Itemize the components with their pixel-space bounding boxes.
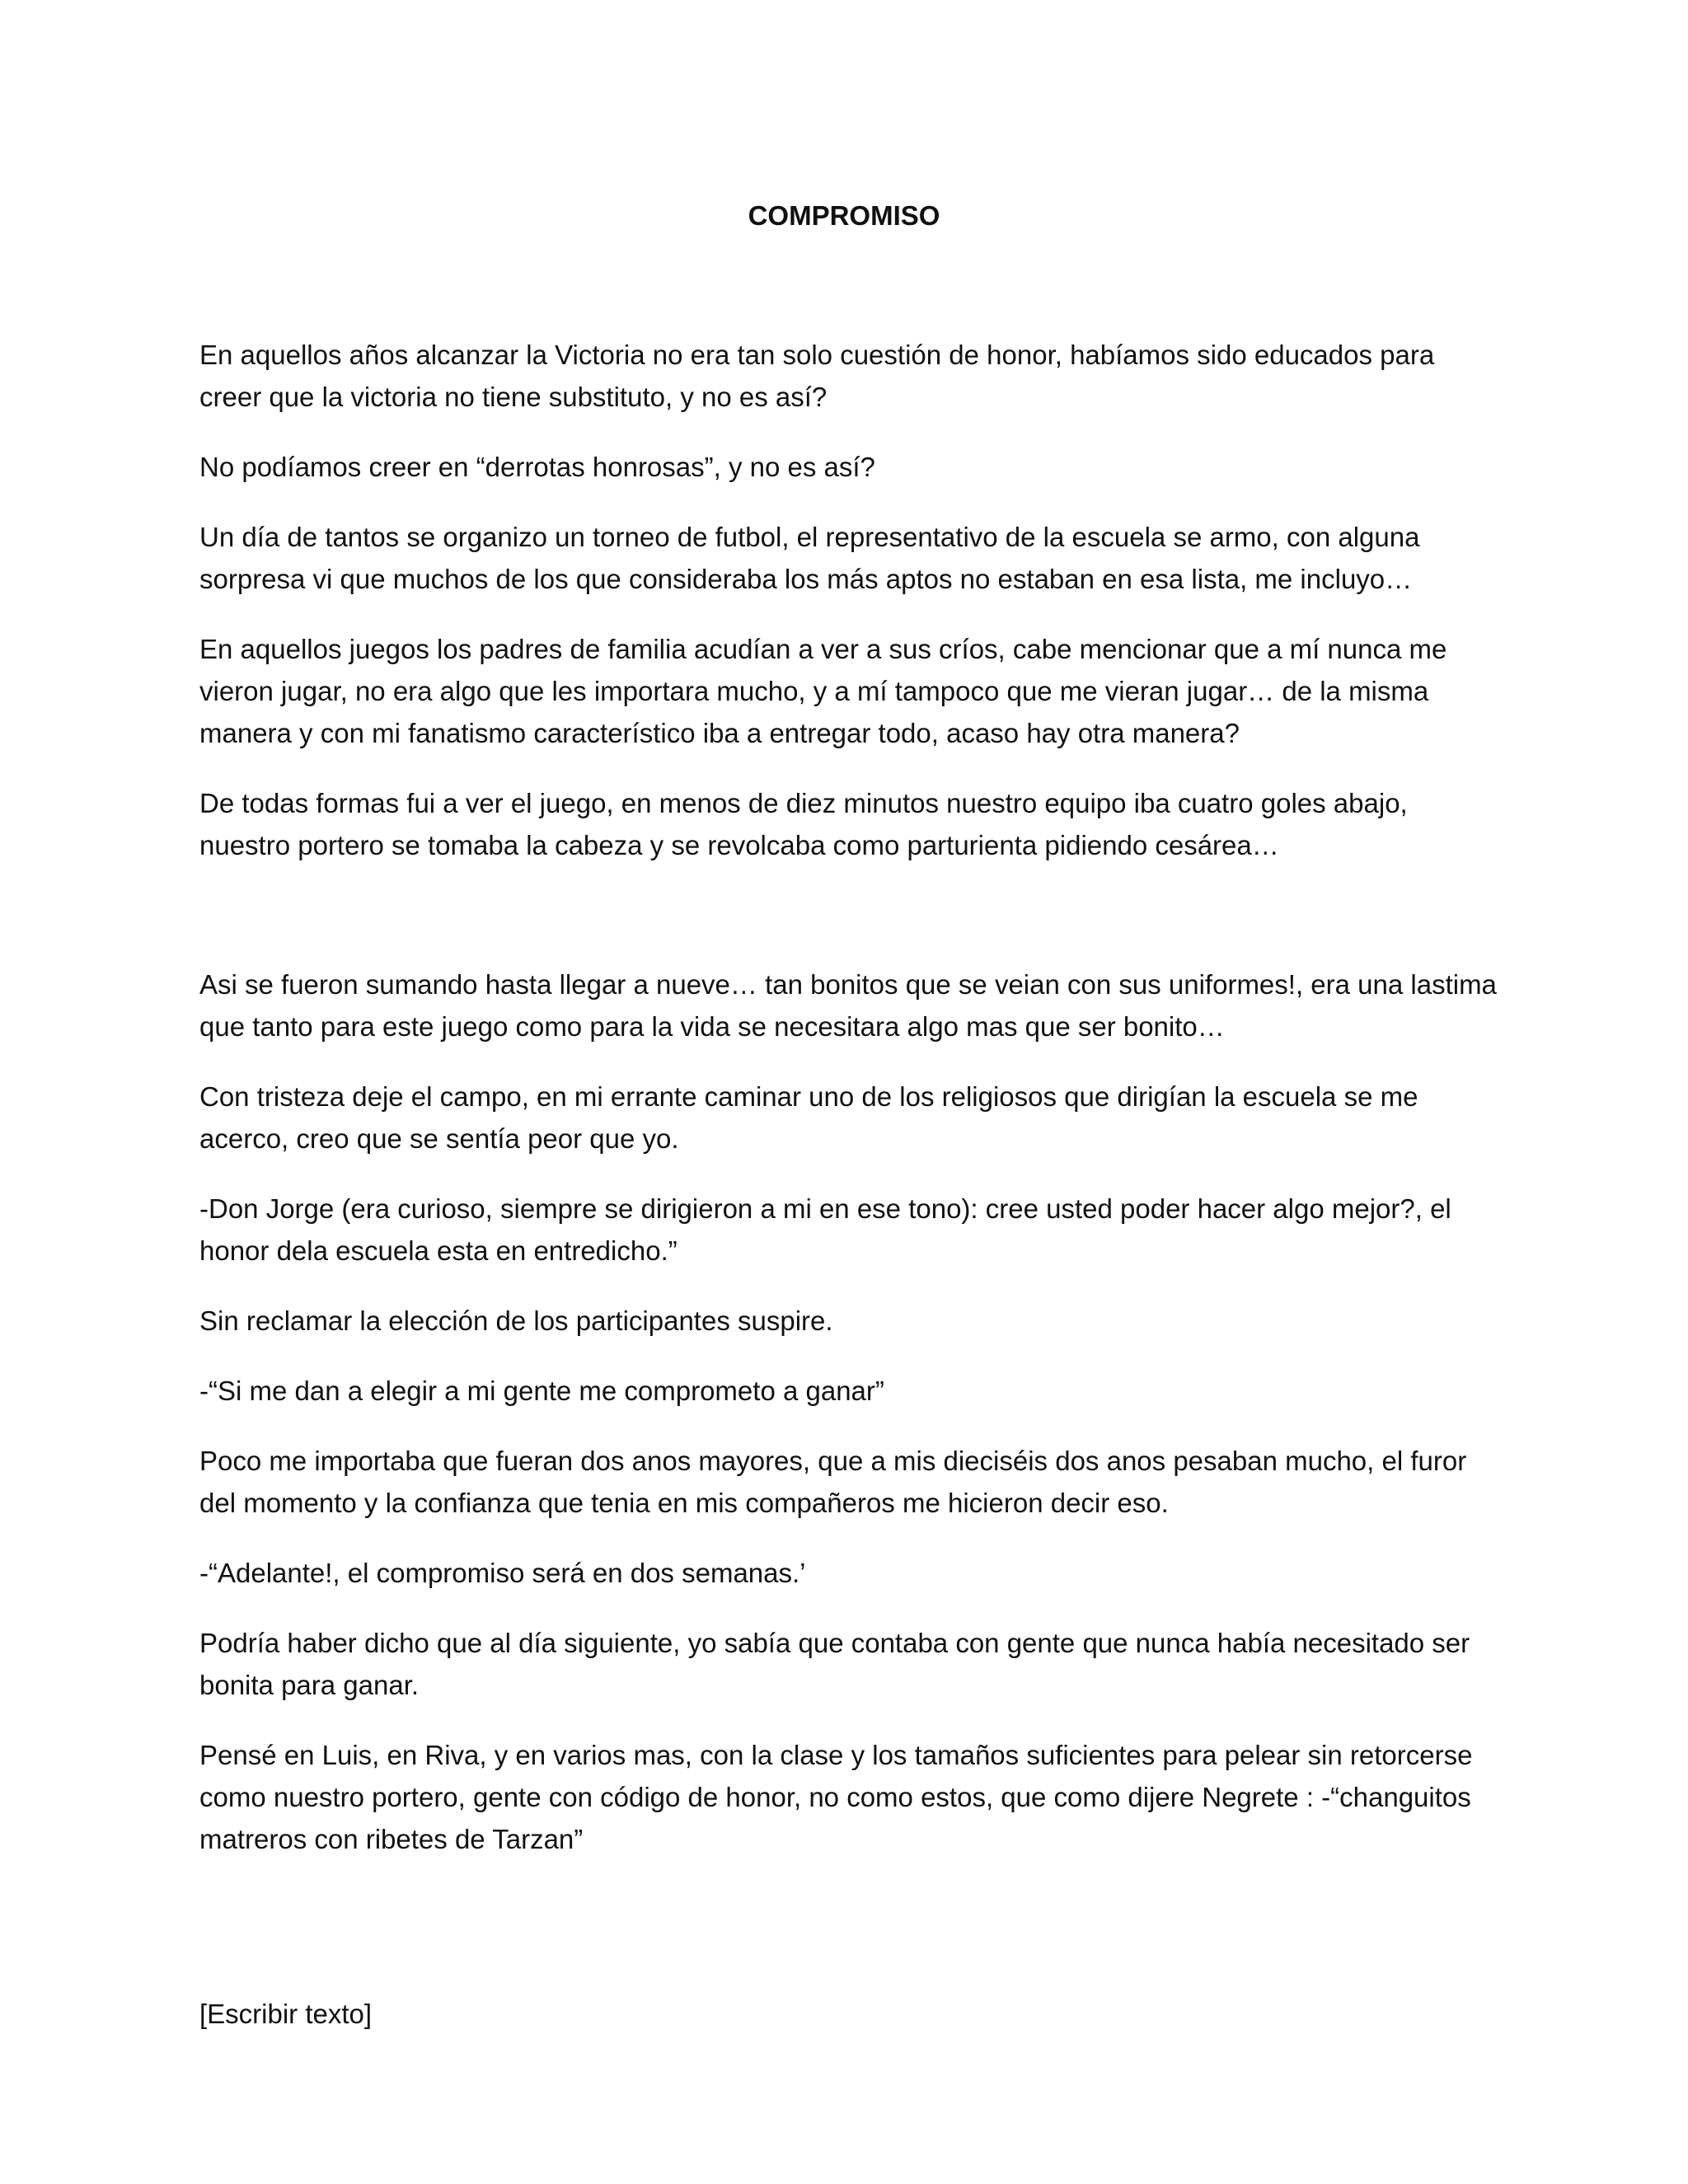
paragraph-10: -“Si me dan a elegir a mi gente me comprometo a ganar” <box>199 1376 884 1406</box>
paragraph-8: -Don Jorge (era curioso, siempre se dirigieron a mi en ese tono): cree usted poder hacer algo mejor?, el honor dela escuela esta en entredicho.” <box>199 1193 1451 1266</box>
paragraph-11: Poco me importaba que fueran dos anos mayores, que a mis dieciséis dos anos pesaban mucho, el furor del momento y la confianza que tenia en mis compañeros me hicieron decir eso. <box>199 1446 1467 1518</box>
paragraph-1: En aquellos años alcanzar la Victoria no era tan solo cuestión de honor, habíamos sido educados para creer que la victoria no tiene substituto, y no es así? <box>199 340 1435 412</box>
paragraph-7: Con tristeza deje el campo, en mi errante caminar uno de los religiosos que dirigían la escuela se me acerco, creo que se sentía peor que yo. <box>199 1081 1418 1154</box>
paragraph-5: De todas formas fui a ver el juego, en menos de diez minutos nuestro equipo iba cuatro goles abajo, nuestro portero se tomaba la cabeza y se revolcaba como parturienta pidiendo cesárea… <box>199 788 1408 860</box>
paragraph-9: Sin reclamar la elección de los participantes suspire. <box>199 1305 833 1336</box>
paragraph-4: En aquellos juegos los padres de familia acudían a ver a sus críos, cabe mencionar que a mí nunca me vieron jugar, no era algo que les importara mucho, y a mí tampoco que me vieran jugar… de la misma manera y con mi fanatismo característico iba a entregar todo, acaso hay otra manera? <box>199 634 1447 748</box>
paragraph-2: No podíamos creer en “derrotas honrosas”, y no es así? <box>199 452 875 482</box>
paragraph-3: Un día de tantos se organizo un torneo de futbol, el representativo de la escuela se armo, con alguna sorpresa vi que muchos de los que consideraba los más aptos no estaban en esa lista, me incluyo… <box>199 522 1420 594</box>
document-title: COMPROMISO <box>748 200 940 231</box>
paragraph-13: Podría haber dicho que al día siguiente, yo sabía que contaba con gente que nunca había necesitado ser bonita para ganar. <box>199 1628 1470 1700</box>
footer-placeholder: [Escribir texto] <box>199 1999 373 2029</box>
paragraph-6: Asi se fueron sumando hasta llegar a nueve… tan bonitos que se veian con sus uniformes!, era una lastima que tanto para este juego como para la vida se necesitara algo mas que ser bonito… <box>199 969 1497 1042</box>
document-body <box>199 334 1502 1888</box>
paragraph-12: -“Adelante!, el compromiso será en dos semanas.’ <box>199 1558 806 1588</box>
paragraph-14: Pensé en Luis, en Riva, y en varios mas, con la clase y los tamaños suficientes para pelear sin retorcerse como nuestro portero, gente con código de honor, no como estos, que como dijere Negrete : -“changuitos matreros con ribetes de Tarzan” <box>199 1740 1473 1854</box>
